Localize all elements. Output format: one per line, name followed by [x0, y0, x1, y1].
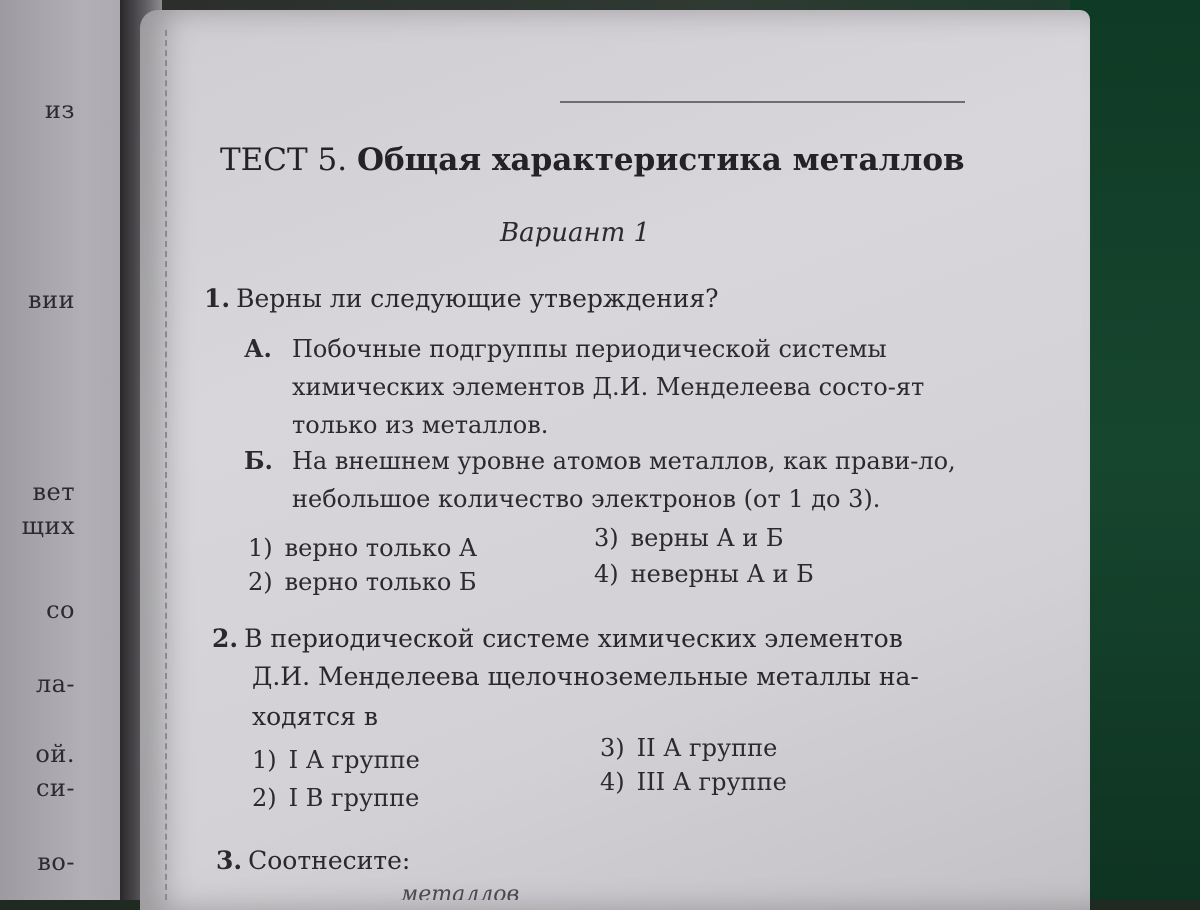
left-page-fragment: вет	[32, 478, 75, 506]
answer-option[interactable]	[600, 734, 777, 762]
question-number: 1.	[204, 284, 231, 313]
answer-option[interactable]	[594, 524, 784, 552]
statement-text: На внешнем уровне атомов металлов, как прави-ло, небольшое количество электронов (от 1 до 3).	[292, 447, 956, 513]
option-number: 3)	[600, 734, 625, 762]
statement-a	[244, 330, 972, 444]
left-page-fragment: во-	[37, 848, 75, 876]
option-text: II А группе	[636, 734, 778, 762]
option-number: 2)	[252, 784, 277, 812]
question-3	[216, 846, 410, 875]
option-number: 4)	[594, 560, 619, 588]
question-2-line-1	[212, 624, 903, 653]
option-text: неверны А и Б	[630, 560, 814, 588]
question-number: 2.	[212, 624, 239, 653]
answer-option[interactable]	[252, 784, 419, 812]
left-page-fragment: щих	[21, 512, 75, 540]
left-page-fragment: ла-	[35, 670, 75, 698]
test-title	[220, 142, 980, 178]
answer-option[interactable]	[252, 746, 420, 774]
option-text: верны А и Б	[630, 524, 784, 552]
option-text: верно только А	[284, 534, 478, 562]
left-page-fragment: ой.	[35, 740, 75, 768]
option-text: I А группе	[288, 746, 420, 774]
dashed-cut-line	[165, 30, 167, 900]
header-rule	[560, 101, 965, 103]
left-page-fragment: си-	[35, 774, 75, 802]
option-text: верно только Б	[284, 568, 477, 596]
question-number: 3.	[216, 846, 243, 875]
option-text: III А группе	[636, 768, 787, 796]
option-number: 1)	[248, 534, 273, 562]
option-number: 1)	[252, 746, 277, 774]
statement-text: Побочные подгруппы периодической системы химических элементов Д.И. Менделеева состо-ят только из металлов.	[292, 335, 925, 439]
cut-off-word: металлов	[400, 886, 520, 900]
answer-option[interactable]	[594, 560, 814, 588]
option-number: 4)	[600, 768, 625, 796]
question-2-line-3: ходятся в	[252, 702, 378, 731]
test-title-number: ТЕСТ 5.	[220, 142, 348, 178]
answer-option[interactable]	[600, 768, 787, 796]
statement-label: А.	[244, 334, 272, 363]
question-text: Соотнесите:	[248, 846, 411, 875]
question-text: Верны ли следующие утверждения?	[236, 284, 719, 313]
statement-label: Б.	[244, 446, 273, 475]
option-number: 3)	[594, 524, 619, 552]
answer-option[interactable]	[248, 534, 477, 562]
option-number: 2)	[248, 568, 273, 596]
left-page	[0, 0, 140, 900]
option-text: I В группе	[288, 784, 420, 812]
variant-heading: Вариант 1	[500, 218, 651, 248]
cut-off-text	[400, 886, 570, 900]
left-page-fragment: вии	[27, 286, 75, 314]
left-page-fragment: из	[44, 96, 75, 124]
answer-option[interactable]	[248, 568, 477, 596]
test-title-text: Общая характеристика металлов	[357, 142, 965, 178]
question-text: В периодической системе химических элементов	[244, 624, 903, 653]
left-page-fragment: со	[46, 596, 75, 624]
statement-b	[244, 442, 972, 518]
question-1	[204, 284, 719, 313]
question-2-line-2: Д.И. Менделеева щелочноземельные металлы на-	[252, 662, 919, 691]
